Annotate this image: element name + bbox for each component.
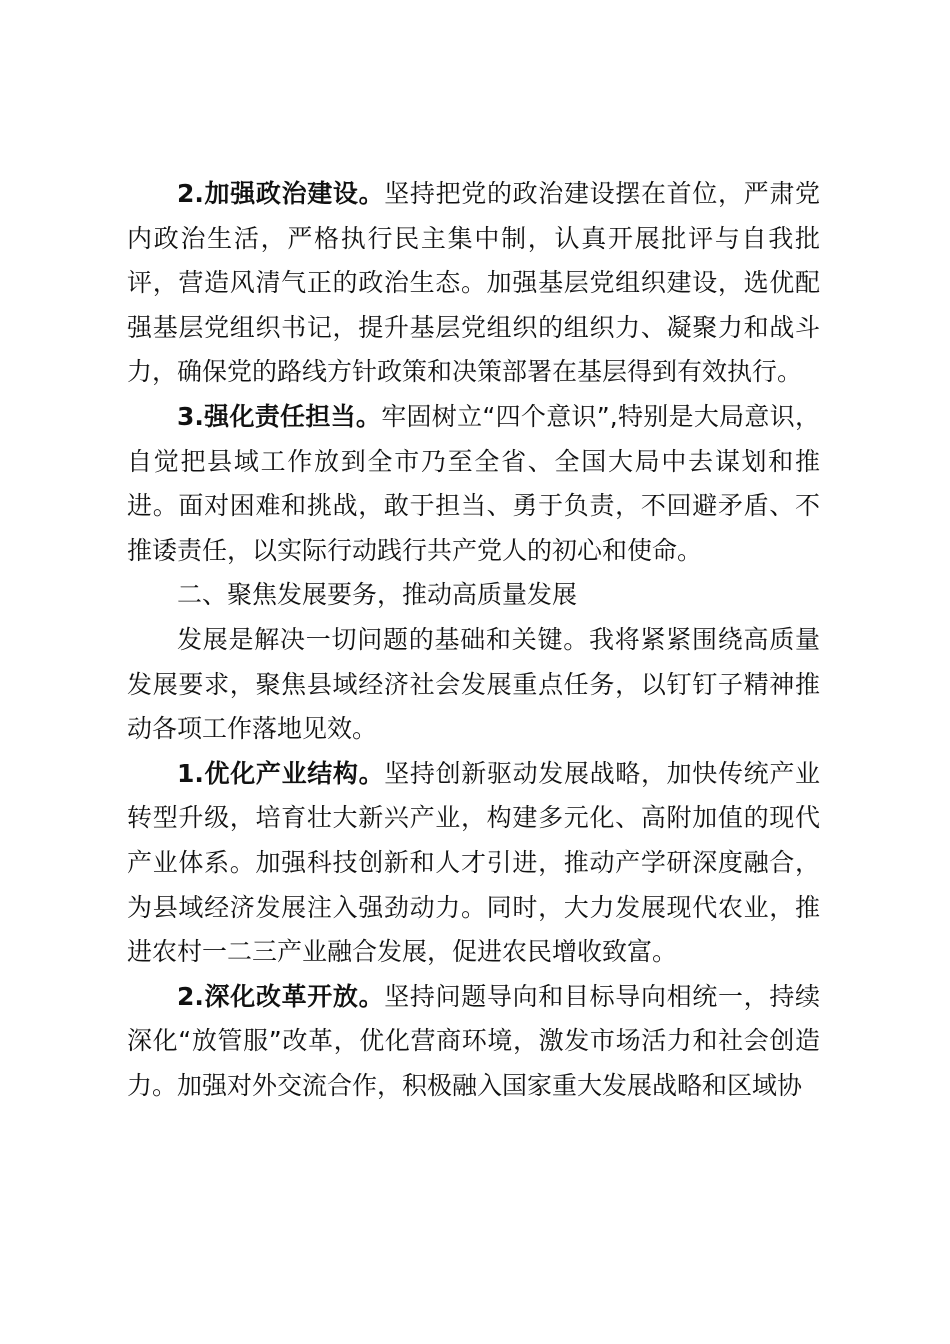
paragraph-lead: 3.强化责任担当。 [177,401,382,431]
paragraph-industry-structure [127,752,820,975]
paragraph-intro: 发展是解决一切问题的基础和关键。我将紧紧围绕高质量发展要求，聚焦县域经济社会发展重点任务，以钉钉子精神推动各项工作落地见效。 [127,624,820,744]
document-body [127,172,820,1108]
paragraph-lead: 2.深化改革开放。 [177,981,385,1011]
paragraph-lead: 2.加强政治建设。 [177,179,385,208]
paragraph-responsibility [127,395,820,573]
paragraph-political-construction [127,172,820,395]
paragraph-body: 坚持把党的政治建设摆在首位，严肃党内政治生活，严格执行民主集中制，认真开展批评与自我批评，营造风清气正的政治生态。加强基层党组织建设，选优配强基层党组织书记，提升基层党组织的组织力、凝聚力和战斗力，确保党的路线方针政策和决策部署在基层得到有效执行。 [127,179,820,387]
paragraph-reform-opening [127,975,820,1109]
section-heading: 二、聚焦发展要务，推动高质量发展 [177,580,578,610]
paragraph-body: 坚持问题导向和目标导向相统一，持续深化“放管服”改革，优化营商环境，激发市场活力和社会创造力。加强对外交流合作，积极融入国家重大发展战略和区域协 [127,981,820,1100]
paragraph-body: 牢固树立“四个意识”,特别是大局意识，自觉把县域工作放到全市乃至全省、全国大局中去谋划和推进。面对困难和挑战，敢于担当、勇于负责，不回避矛盾、不推诿责任，以实际行动践行共产党人的初心和使命。 [127,401,820,565]
paragraph-lead: 1.优化产业结构。 [177,758,385,788]
paragraph-body: 坚持创新驱动发展战略，加快传统产业转型升级，培育壮大新兴产业，构建多元化、高附加值的现代产业体系。加强科技创新和人才引进，推动产学研深度融合，为县域经济发展注入强劲动力。同时，大力发展现代农业，推进农村一二三产业融合发展，促进农民增收致富。 [127,758,820,967]
